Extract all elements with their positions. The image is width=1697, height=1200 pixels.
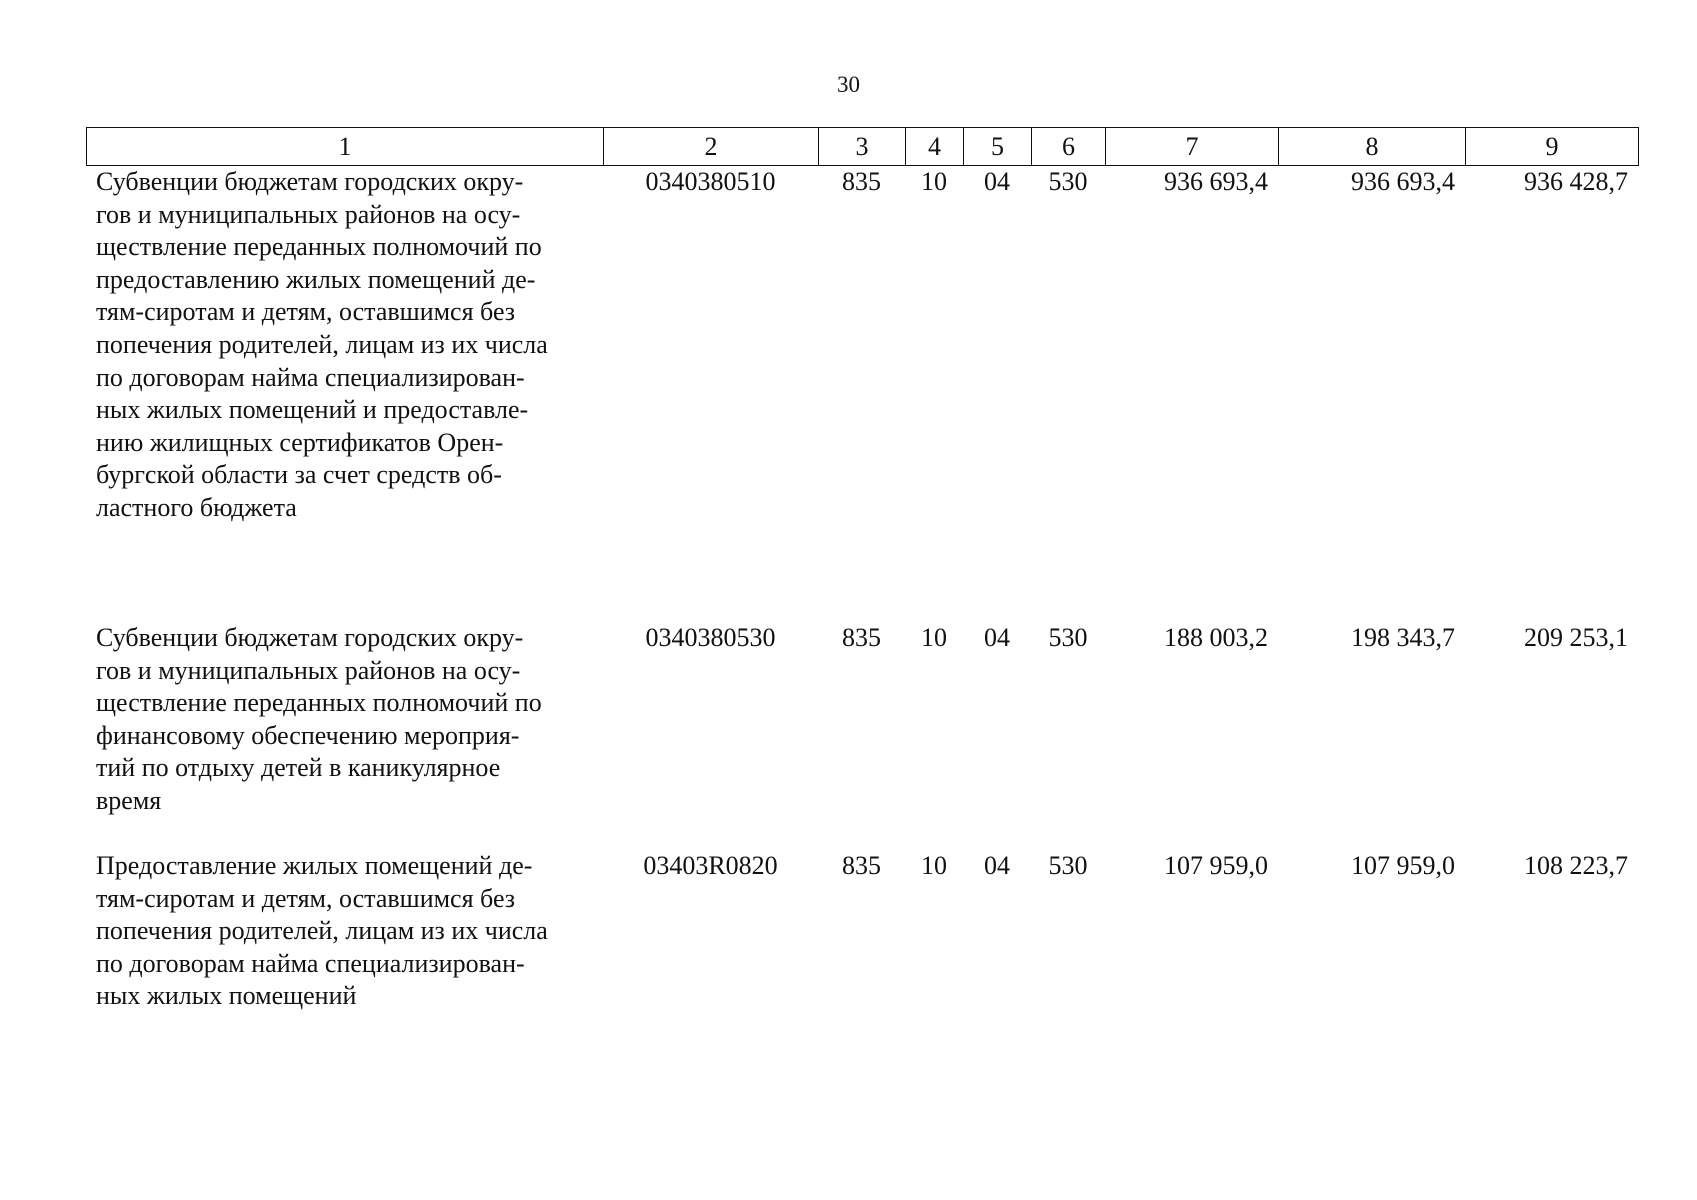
description-line: предоставлению жилых помещений де- bbox=[96, 264, 536, 294]
amount-col-8: 936 693,4 bbox=[1351, 167, 1455, 196]
description-line: Субвенции бюджетам городских окру- bbox=[96, 623, 524, 652]
expense-type-code: 530 bbox=[1048, 851, 1088, 880]
expense-type-code: 530 bbox=[1048, 167, 1088, 196]
column-header-4: 4 bbox=[906, 128, 964, 166]
table-body bbox=[86, 166, 1638, 1050]
amount-col-7: 188 003,2 bbox=[1164, 623, 1268, 652]
description-line: бургской области за счет средств об- bbox=[96, 460, 502, 490]
description-line: гов и муниципальных районов на осу- bbox=[96, 655, 521, 685]
table-header bbox=[86, 127, 1639, 166]
description-line: ных жилых помещений bbox=[96, 981, 357, 1011]
column-header-5: 5 bbox=[964, 128, 1032, 166]
amount-col-7: 107 959,0 bbox=[1164, 851, 1268, 880]
column-header-9: 9 bbox=[1466, 128, 1639, 166]
column-header-1: 1 bbox=[87, 128, 604, 166]
description-line: ществление переданных полномочий по bbox=[96, 688, 542, 718]
description-line: ных жилых помещений и предоставле- bbox=[96, 395, 529, 425]
target-item-code: 0340380510 bbox=[645, 167, 776, 196]
description-line: попечения родителей, лицам из их числа bbox=[96, 329, 548, 359]
subsection-code: 04 bbox=[984, 623, 1010, 652]
table-row bbox=[86, 166, 1638, 622]
description-line: гов и муниципальных районов на осу- bbox=[96, 199, 521, 229]
department-code: 835 bbox=[842, 623, 881, 652]
description-line: ластного бюджета bbox=[96, 492, 297, 522]
row-description bbox=[86, 166, 603, 622]
amount-col-9: 108 223,7 bbox=[1524, 851, 1628, 880]
description-line: время bbox=[96, 785, 162, 815]
row-description bbox=[86, 622, 603, 850]
department-code: 835 bbox=[842, 851, 881, 880]
amount-col-7: 936 693,4 bbox=[1164, 167, 1268, 196]
row-description bbox=[86, 850, 603, 1050]
amount-col-9: 209 253,1 bbox=[1524, 623, 1628, 652]
description-line: тям-сиротам и детям, оставшимся без bbox=[96, 297, 516, 327]
description-line: по договорам найма специализирован- bbox=[96, 948, 525, 978]
subsection-code: 04 bbox=[984, 167, 1010, 196]
column-header-6: 6 bbox=[1032, 128, 1106, 166]
column-header-2: 2 bbox=[604, 128, 819, 166]
description-line: по договорам найма специализирован- bbox=[96, 362, 525, 392]
amount-col-9: 936 428,7 bbox=[1524, 167, 1628, 196]
page-number: 30 bbox=[837, 72, 860, 97]
expense-type-code: 530 bbox=[1048, 623, 1088, 652]
description-line: тям-сиротам и детям, оставшимся без bbox=[96, 883, 516, 913]
description-line: ществление переданных полномочий по bbox=[96, 232, 542, 262]
target-item-code: 0340380530 bbox=[645, 623, 776, 652]
section-code: 10 bbox=[921, 623, 947, 652]
table-row bbox=[86, 850, 1638, 1050]
table-row bbox=[86, 622, 1638, 850]
column-header-3: 3 bbox=[819, 128, 906, 166]
amount-col-8: 198 343,7 bbox=[1351, 623, 1455, 652]
description-line: попечения родителей, лицам из их числа bbox=[96, 916, 548, 946]
description-line: тий по отдыху детей в каникулярное bbox=[96, 753, 501, 783]
header-row bbox=[87, 128, 1639, 166]
subsection-code: 04 bbox=[984, 851, 1010, 880]
description-line: финансовому обеспечению мероприя- bbox=[96, 720, 520, 750]
target-item-code: 03403R0820 bbox=[643, 851, 778, 880]
description-line: Субвенции бюджетам городских окру- bbox=[96, 167, 524, 196]
description-line: Предоставление жилых помещений де- bbox=[96, 851, 533, 880]
section-code: 10 bbox=[921, 167, 947, 196]
column-header-8: 8 bbox=[1279, 128, 1466, 166]
section-code: 10 bbox=[921, 851, 947, 880]
department-code: 835 bbox=[842, 167, 881, 196]
column-header-7: 7 bbox=[1106, 128, 1279, 166]
amount-col-8: 107 959,0 bbox=[1351, 851, 1455, 880]
description-line: нию жилищных сертификатов Орен- bbox=[96, 427, 504, 457]
